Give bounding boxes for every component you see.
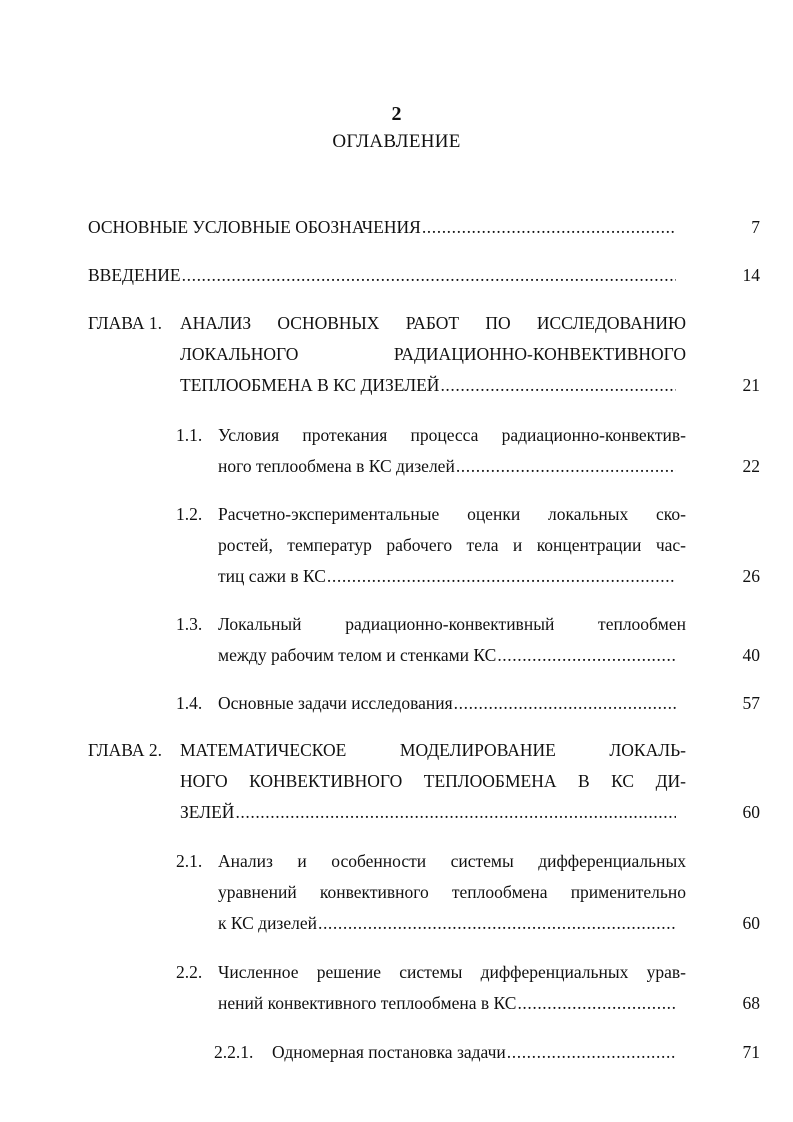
leader-dots	[182, 260, 676, 291]
toc-entry-text: ОСНОВНЫЕ УСЛОВНЫЕ ОБОЗНАЧЕНИЯ	[88, 217, 421, 237]
section-number: 1.1.	[176, 425, 203, 445]
toc-entry-line: МАТЕМАТИЧЕСКОЕ МОДЕЛИРОВАНИЕ ЛОКАЛЬ-	[180, 740, 686, 760]
toc-entry-line: Численное решение системы дифференциальных урав-	[218, 962, 686, 982]
toc-entry-section-1-3[interactable]	[176, 609, 760, 671]
toc-entry-line: ЗЕЛЕЙ	[180, 802, 235, 822]
toc-entry-section-2-2[interactable]	[176, 957, 760, 1019]
section-number: 1.3.	[176, 614, 203, 634]
toc-entry-line: Условия протекания процесса радиационно-конвектив-	[218, 425, 686, 445]
toc-title: ОГЛАВЛЕНИЕ	[332, 131, 461, 152]
toc-entry-section-1-1[interactable]	[176, 420, 760, 482]
leader-dots	[327, 561, 676, 592]
toc-page-number: 22	[742, 456, 760, 476]
toc-entry-line: Одномерная постановка задачи	[272, 1042, 506, 1062]
section-number: 1.2.	[176, 504, 203, 524]
toc-page-number: 71	[742, 1042, 760, 1062]
leader-dots	[440, 370, 676, 401]
toc-entry-notation[interactable]	[88, 212, 760, 243]
toc-entry-section-2-1[interactable]	[176, 846, 760, 939]
toc-entry-line: ЛОКАЛЬНОГО РАДИАЦИОННО-КОНВЕКТИВНОГО	[180, 344, 686, 364]
toc-page-number: 60	[742, 913, 760, 933]
toc-entry-section-2-2-1[interactable]	[214, 1037, 760, 1068]
toc-entry-chapter-2[interactable]	[88, 735, 760, 828]
leader-dots	[235, 797, 676, 828]
section-number: 2.2.1.	[214, 1042, 254, 1062]
leader-dots	[497, 640, 676, 671]
toc-page-number: 26	[742, 566, 760, 586]
leader-dots	[422, 212, 676, 243]
toc-entry-line: уравнений конвективного теплообмена применительно	[218, 882, 686, 902]
section-number: 2.2.	[176, 962, 203, 982]
section-number: 2.1.	[176, 851, 203, 871]
leader-dots	[454, 688, 676, 719]
section-number: 1.4.	[176, 693, 203, 713]
toc-entry-line: нений конвективного теплообмена в КС	[218, 993, 517, 1013]
toc-entry-line: тиц сажи в КС	[218, 566, 326, 586]
toc-entry-line: Расчетно-экспериментальные оценки локальных ско-	[218, 504, 686, 524]
leader-dots	[517, 988, 676, 1019]
toc-entry-line: между рабочим телом и стенками КС	[218, 645, 497, 665]
leader-dots	[456, 451, 676, 482]
chapter-label: ГЛАВА 1.	[88, 313, 163, 333]
toc-entry-line: Основные задачи исследования	[218, 693, 453, 713]
toc-page-number: 14	[742, 265, 760, 285]
toc-entry-intro[interactable]	[88, 260, 760, 291]
leader-dots	[318, 908, 676, 939]
toc-entry-line: Анализ и особенности системы дифференциальных	[218, 851, 686, 871]
toc-page-number: 57	[742, 693, 760, 713]
toc-page-number: 68	[742, 993, 760, 1013]
toc-page-number: 7	[751, 217, 760, 237]
toc-entry-line: ТЕПЛООБМЕНА В КС ДИЗЕЛЕЙ	[180, 375, 440, 395]
page-number: 2	[391, 103, 402, 125]
toc-page-number: 21	[742, 375, 760, 395]
toc-entry-line: ростей, температур рабочего тела и концентрации час-	[218, 535, 686, 555]
toc-page-number: 60	[742, 802, 760, 822]
chapter-label: ГЛАВА 2.	[88, 740, 163, 760]
toc-entry-chapter-1[interactable]	[88, 308, 760, 401]
leader-dots	[507, 1037, 676, 1068]
toc-entry-text: ВВЕДЕНИЕ	[88, 265, 181, 285]
toc-entry-line: ного теплообмена в КС дизелей	[218, 456, 455, 476]
toc-entry-line: АНАЛИЗ ОСНОВНЫХ РАБОТ ПО ИССЛЕДОВАНИЮ	[180, 313, 686, 333]
toc-entry-section-1-4[interactable]	[176, 688, 760, 719]
toc-entry-section-1-2[interactable]	[176, 499, 760, 592]
toc-page-number: 40	[742, 645, 760, 665]
toc-entry-line: Локальный радиационно-конвективный теплообмен	[218, 614, 686, 634]
toc-entry-line: к КС дизелей	[218, 913, 317, 933]
toc-entry-line: НОГО КОНВЕКТИВНОГО ТЕПЛООБМЕНА В КС ДИ-	[180, 771, 686, 791]
